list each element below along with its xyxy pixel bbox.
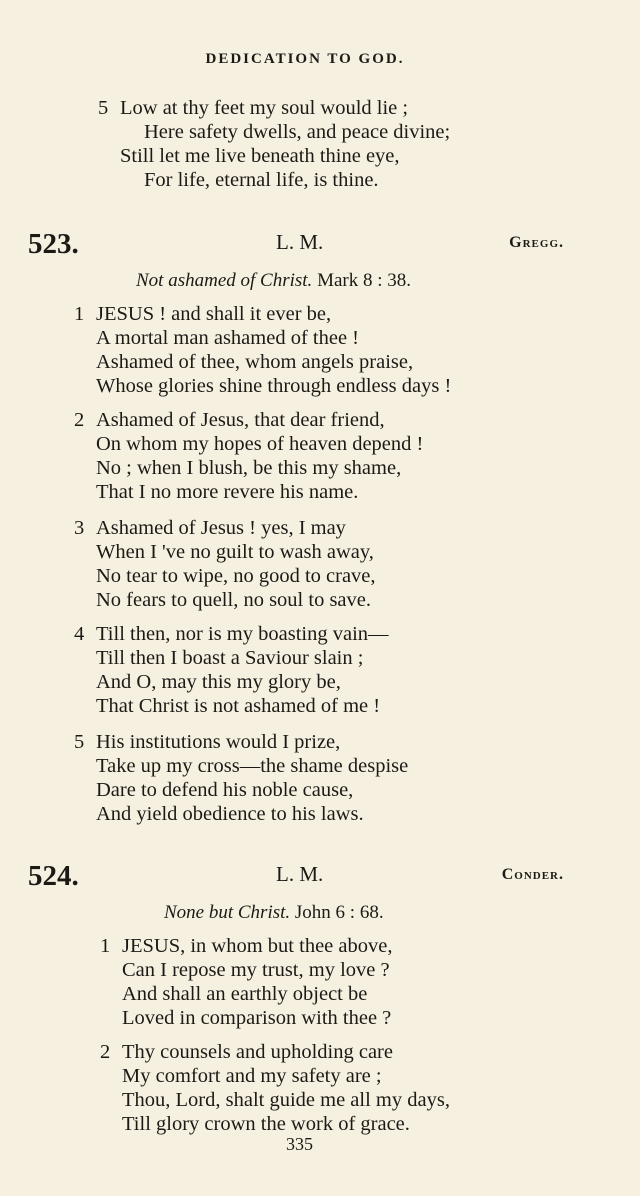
verse-line: Till glory crown the work of grace.: [122, 1113, 410, 1135]
hymn-524-header: [28, 860, 564, 894]
hymn-meter: L. M.: [276, 230, 324, 254]
verse-number: 1: [74, 303, 85, 325]
hymn-524-verse-1: [100, 934, 393, 1030]
hymn-523-header: [28, 228, 564, 262]
verse-number: 5: [74, 731, 85, 753]
verse-number: 3: [74, 517, 85, 539]
verse-line: For life, eternal life, is thine.: [144, 169, 379, 191]
verse-line: Dare to defend his noble cause,: [96, 779, 354, 801]
hymn-number: 524.: [28, 860, 79, 892]
verse-number: 4: [74, 623, 85, 645]
verse-line: Here safety dwells, and peace divine;: [144, 121, 451, 143]
verse-line: Thou, Lord, shalt guide me all my days,: [122, 1089, 450, 1111]
hymn-composer: Gregg.: [509, 234, 564, 251]
hymn-title: None but Christ.: [164, 902, 291, 923]
verse-line: When I 've no guilt to wash away,: [96, 541, 374, 563]
verse-line: Ashamed of thee, whom angels praise,: [96, 351, 414, 373]
scripture-reference: John 6 : 68.: [294, 902, 384, 923]
verse-line: Till then I boast a Saviour slain ;: [96, 647, 364, 669]
verse-line: Thy counsels and upholding care: [122, 1041, 393, 1063]
verse-line: Low at thy feet my soul would lie ;: [120, 97, 409, 119]
verse-line: My comfort and my safety are ;: [122, 1065, 382, 1087]
verse-line: Whose glories shine through endless days !: [96, 375, 452, 397]
hymn-523-subtitle: [136, 270, 411, 292]
running-head: DEDICATION TO GOD.: [205, 51, 405, 67]
verse-line: That Christ is not ashamed of me !: [96, 695, 381, 717]
verse-line: No tear to wipe, no good to crave,: [96, 565, 376, 587]
hymn-number: 523.: [28, 228, 79, 260]
hymn-524-subtitle: [164, 902, 384, 924]
hymn-523-verse-5: [74, 730, 409, 826]
verse-line: Take up my cross—the shame despise: [96, 755, 409, 777]
verse-line: His institutions would I prize,: [96, 731, 341, 753]
verse-line: And yield obedience to his laws.: [96, 803, 364, 825]
hymn-523-verse-4: [74, 622, 389, 718]
verse-line: No fears to quell, no soul to save.: [96, 589, 371, 611]
verse-number: 1: [100, 935, 111, 957]
verse-line: And O, may this my glory be,: [96, 671, 341, 693]
verse-line: Ashamed of Jesus, that dear friend,: [96, 409, 385, 431]
verse-line: And shall an earthly object be: [122, 983, 368, 1005]
hymn-523-verse-3: [74, 516, 376, 612]
verse-number: 5: [98, 97, 109, 119]
verse-line: Ashamed of Jesus ! yes, I may: [96, 517, 346, 539]
hymn-composer: Conder.: [501, 866, 564, 883]
verse-line: A mortal man ashamed of thee !: [96, 327, 359, 349]
scripture-reference: Mark 8 : 38.: [317, 270, 411, 291]
verse-number: 2: [100, 1041, 111, 1063]
continuation-verse-5: [98, 96, 451, 192]
verse-line: Till then, nor is my boasting vain—: [96, 623, 389, 645]
hymn-title: Not ashamed of Christ.: [136, 270, 313, 291]
verse-line: Loved in comparison with thee ?: [122, 1007, 392, 1029]
verse-line: On whom my hopes of heaven depend !: [96, 433, 424, 455]
verse-line: JESUS ! and shall it ever be,: [96, 303, 332, 325]
page-number: 335: [286, 1134, 313, 1154]
verse-line: Can I repose my trust, my love ?: [122, 959, 390, 981]
verse-line: That I no more revere his name.: [96, 481, 359, 503]
hymn-524-verse-2: [100, 1040, 450, 1136]
verse-line: JESUS, in whom but thee above,: [122, 935, 393, 957]
verse-line: Still let me live beneath thine eye,: [120, 145, 400, 167]
verse-number: 2: [74, 409, 85, 431]
hymn-meter: L. M.: [276, 862, 324, 886]
hymn-523-verse-2: [74, 408, 424, 504]
hymn-523-verse-1: [74, 302, 452, 398]
verse-line: No ; when I blush, be this my shame,: [96, 457, 402, 479]
